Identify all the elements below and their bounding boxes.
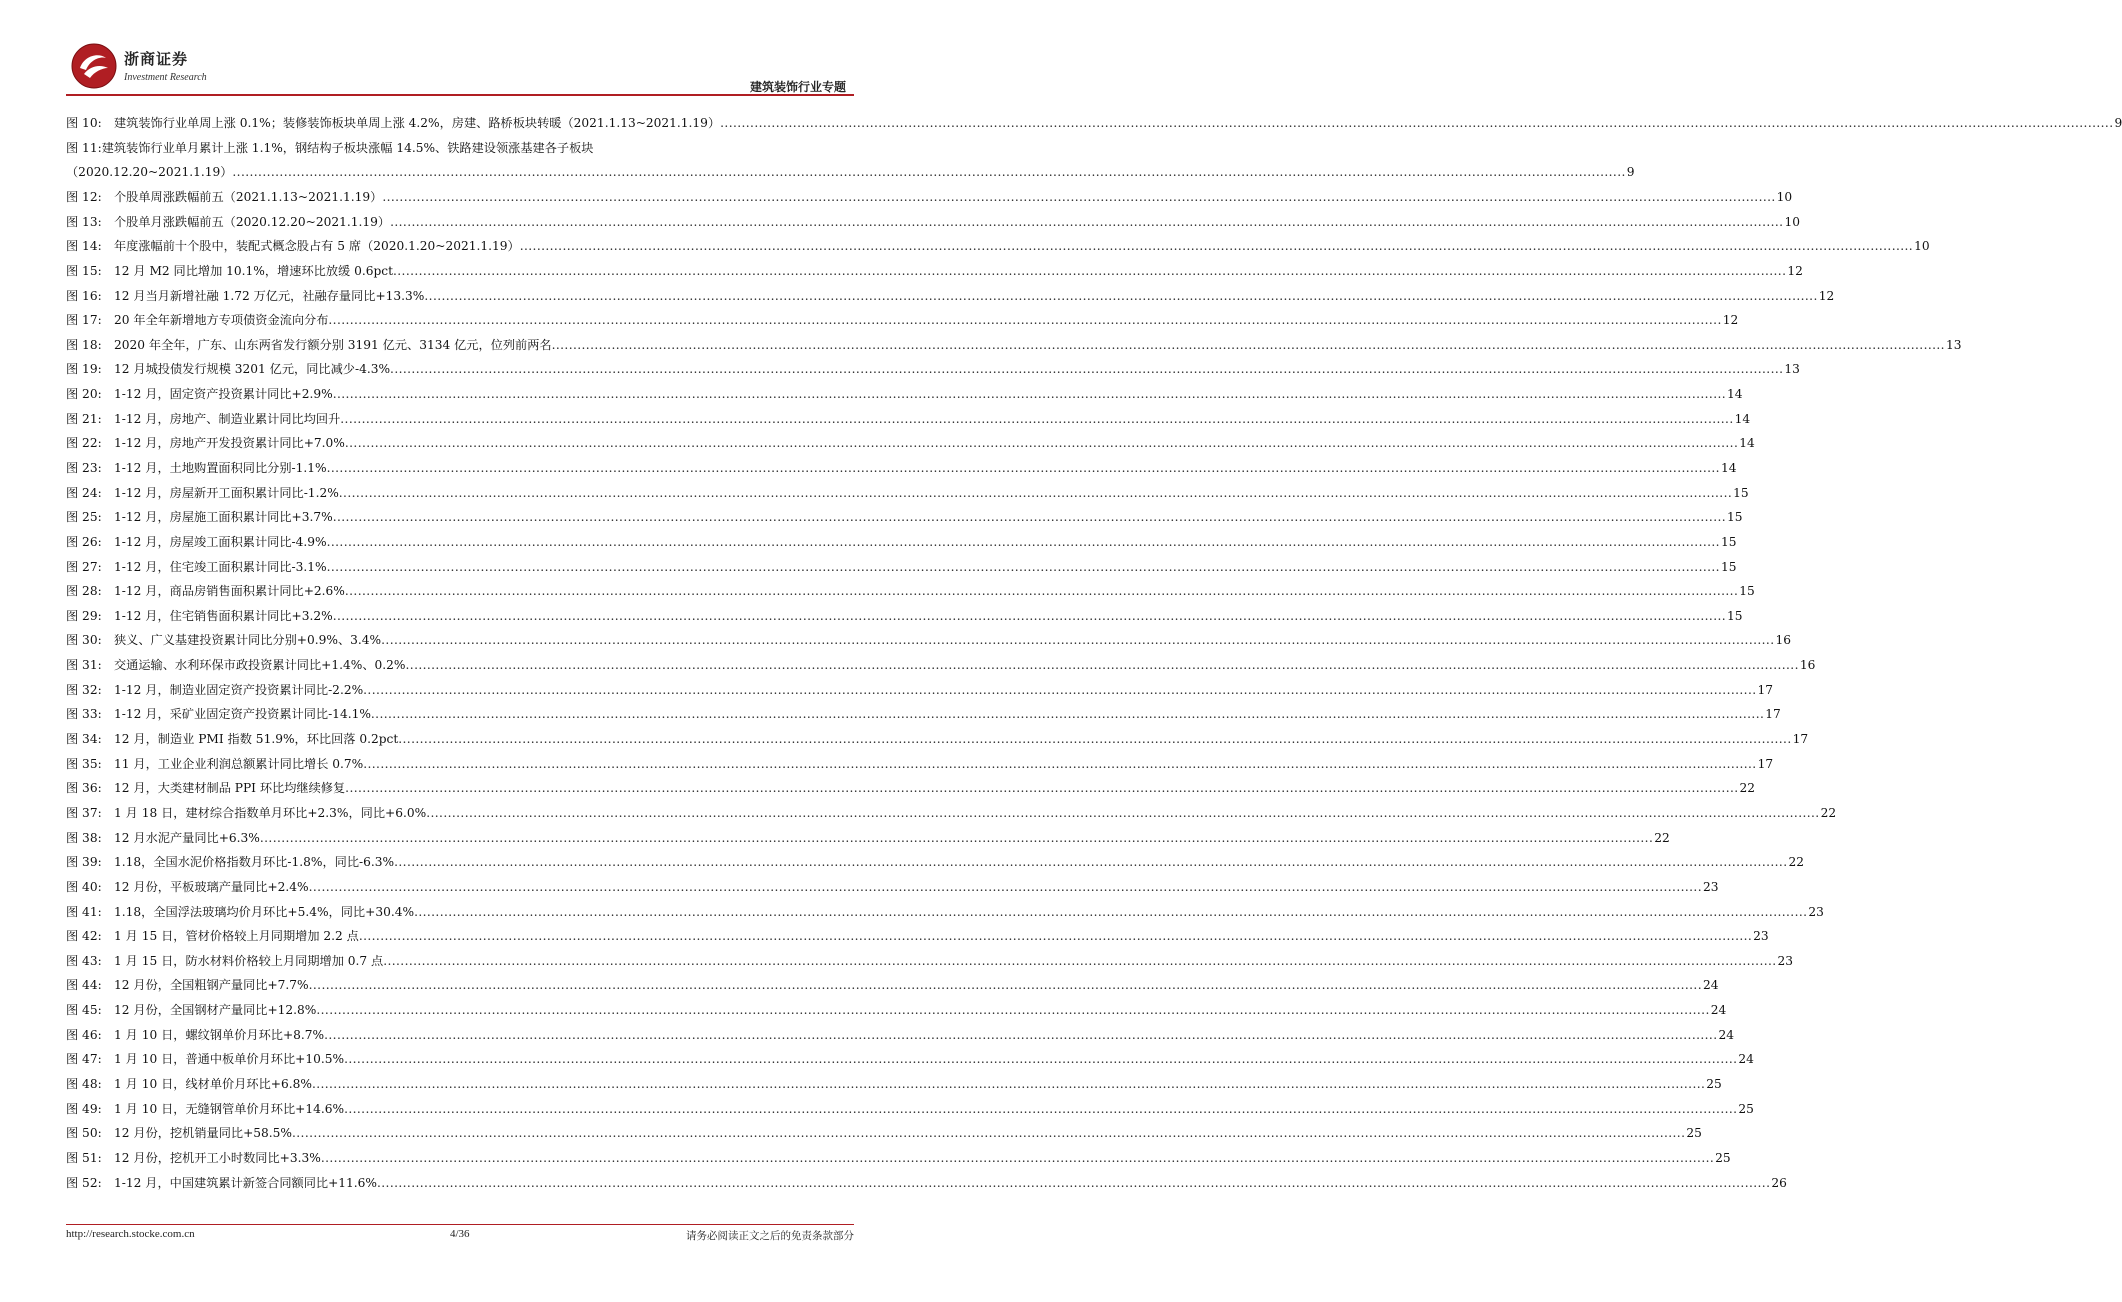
toc-entry[interactable] [66, 210, 1800, 235]
toc-entry[interactable] [66, 579, 1755, 604]
toc-entry-label: 图 12: [66, 189, 102, 204]
toc-entry-title: 1-12 月，采矿业固定资产投资累计同比-14.1% [114, 707, 371, 722]
toc-entry-title: 12 月城投债发行规模 3201 亿元，同比减少-4.3% [114, 362, 391, 377]
toc-entry[interactable] [66, 678, 1774, 703]
toc-entry-leader-dots [345, 776, 1738, 801]
toc-entry-title: 11 月，工业企业利润总额累计同比增长 0.7% [114, 756, 364, 771]
toc-entry-title: 12 月，制造业 PMI 指数 51.9%，环比回落 0.2pct [114, 732, 399, 747]
toc-entry-page: 12 [1818, 288, 1835, 303]
toc-entry-label: 图 19: [66, 362, 102, 377]
toc-entry-leader-dots [260, 826, 1653, 851]
toc-entry-label: 图 41: [66, 904, 102, 919]
toc-entry-title: 1 月 10 日，螺纹钢单价月环比+8.7% [114, 1027, 325, 1042]
toc-entry-title: 12 月当月新增社融 1.72 万亿元，社融存量同比+13.3% [114, 288, 425, 303]
toc-entry-page: 22 [1654, 830, 1670, 845]
toc-entry[interactable] [66, 456, 1737, 481]
toc-entry-leader-dots [333, 604, 1726, 629]
toc-entry-label: 图 50: [66, 1126, 102, 1141]
toc-entry-page: 25 [1686, 1126, 1702, 1141]
toc-entry-title: 12 月份，平板玻璃产量同比+2.4% [114, 879, 309, 894]
toc-entry-page: 14 [1727, 387, 1743, 402]
toc-entry-title: 1 月 18 日，建材综合指数单月环比+2.3%，同比+6.0% [114, 805, 427, 820]
toc-entry-page: 13 [1784, 362, 1800, 377]
toc-entry-leader-dots [333, 505, 1726, 530]
toc-entry-leader-dots [327, 555, 1720, 580]
toc-entry-label: 图 14: [66, 239, 102, 254]
toc-entry-page: 10 [1914, 239, 1930, 254]
toc-entry-title: 1 月 15 日，管材价格较上月同期增加 2.2 点 [114, 929, 359, 944]
toc-entry-leader-dots [328, 308, 1721, 333]
toc-entry[interactable] [66, 752, 1774, 777]
toc-entry-title: 12 月份，全国粗钢产量同比+7.7% [114, 978, 309, 993]
toc-entry-title: 交通运输、水利环保市政投资累计同比+1.4%、0.2% [114, 658, 406, 673]
toc-entry-label: 图 13: [66, 214, 102, 229]
toc-entry-title: 1-12 月，房屋竣工面积累计同比-4.9% [114, 534, 327, 549]
toc-entry-title: 1-12 月，土地购置面积同比分别-1.1% [114, 460, 327, 475]
toc-entry-label: 图 52: [66, 1175, 102, 1190]
toc-entry-title: 1-12 月，中国建筑累计新签合同额同比+11.6% [114, 1175, 377, 1190]
toc-entry-leader-dots [406, 653, 1799, 678]
toc-entry[interactable] [66, 727, 1809, 752]
toc-entry-label: 图 40: [66, 879, 102, 894]
toc-entry[interactable] [66, 801, 1837, 826]
toc-entry-leader-dots [390, 357, 1783, 382]
toc-entry-page: 17 [1757, 682, 1774, 697]
toc-entry-title: 狭义、广义基建投资累计同比分别+0.9%、3.4% [114, 633, 382, 648]
toc-entry-page: 14 [1720, 460, 1737, 475]
toc-entry-page: 9 [1626, 165, 1635, 180]
toc-entry-title: 1.18，全国水泥价格指数月环比-1.8%，同比-6.3% [114, 855, 395, 870]
toc-entry-title: 个股单周涨跌幅前五（2021.1.13~2021.1.19） [114, 189, 383, 204]
toc-entry-leader-dots [333, 382, 1726, 407]
toc-entry-label: 图 20: [66, 387, 102, 402]
toc-entry[interactable] [66, 949, 1794, 974]
toc-entry-page: 24 [1738, 1052, 1754, 1067]
toc-entry-leader-dots [359, 924, 1752, 949]
toc-entry-title: 建筑装饰行业单月累计上涨 1.1%，钢结构子板块涨幅 14.5%、铁路建设领涨基建各子板块 [101, 140, 594, 155]
toc-entry-leader-dots [520, 234, 1913, 259]
toc-entry-leader-dots [381, 628, 1774, 653]
toc-entry-leader-dots [424, 284, 1817, 309]
toc-entry-label: 图 48: [66, 1077, 102, 1091]
toc-entry[interactable] [66, 1072, 1722, 1097]
toc-entry[interactable] [66, 604, 1743, 629]
toc-entry-leader-dots [344, 1097, 1737, 1122]
toc-entry-label: 图 39: [66, 855, 102, 870]
toc-entry[interactable] [66, 826, 1670, 851]
toc-entry-label: 图 51: [66, 1150, 102, 1165]
toc-entry-leader-dots [321, 1146, 1714, 1171]
toc-entry[interactable] [66, 407, 1751, 432]
toc-entry[interactable] [66, 259, 1803, 284]
toc-entry-page: 22 [1788, 855, 1804, 870]
toc-entry-leader-dots [398, 727, 1791, 752]
toc-entry-page: 17 [1765, 707, 1781, 722]
toc-entry-page: 22 [1739, 781, 1756, 796]
brand-name: 浙商证券 [124, 50, 189, 68]
toc-entry-label: 图 44: [66, 978, 102, 993]
toc-entry-leader-dots [232, 160, 1625, 185]
toc-entry-page: 14 [1739, 436, 1755, 451]
toc-entry-leader-dots [390, 210, 1783, 235]
toc-entry-label: 图 38: [66, 830, 102, 845]
toc-entry-label: 图 18: [66, 337, 102, 352]
toc-entry[interactable] [66, 530, 1737, 555]
toc-entry-title: 12 月水泥产量同比+6.3% [114, 830, 260, 845]
toc-entry[interactable] [66, 998, 1727, 1023]
toc-entry-page: 26 [1771, 1175, 1787, 1190]
toc-entry-leader-dots [720, 111, 2113, 136]
toc-entry-label: 图 25: [66, 510, 102, 525]
toc-entry-page: 25 [1738, 1101, 1754, 1116]
toc-entry-leader-dots [393, 259, 1786, 284]
footer-url[interactable]: http://research.stocke.com.cn [66, 1228, 195, 1240]
toc-entry-page: 12 [1722, 313, 1739, 328]
toc-entry[interactable] [66, 1171, 1787, 1196]
toc-entry-title: 12 月份，挖机开工小时数同比+3.3% [114, 1150, 321, 1165]
toc-entry-page: 15 [1727, 608, 1743, 623]
toc-entry-label: 图 21: [66, 411, 102, 426]
toc-entry-leader-dots [324, 1023, 1717, 1048]
toc-entry-page: 22 [1820, 805, 1837, 820]
toc-entry[interactable] [66, 776, 1756, 801]
figure-list [66, 111, 2122, 1195]
toc-entry-label: 图 46: [66, 1027, 102, 1042]
toc-entry[interactable] [66, 382, 1743, 407]
toc-entry[interactable] [66, 111, 2122, 136]
toc-entry-label: 图 36: [66, 781, 102, 796]
toc-entry-page: 15 [1727, 510, 1743, 525]
toc-entry-title: 1-12 月，商品房销售面积累计同比+2.6% [114, 584, 345, 599]
toc-entry[interactable] [66, 185, 1793, 210]
toc-entry-label: 图 10: [66, 116, 102, 130]
toc-entry-label: 图 15: [66, 263, 102, 278]
brand-subtitle: Investment Research [124, 72, 207, 83]
toc-entry-page: 16 [1799, 658, 1816, 673]
header-divider [66, 94, 854, 96]
toc-entry-label: 图 43: [66, 953, 102, 968]
toc-entry-label: 图 47: [66, 1052, 102, 1067]
toc-entry-leader-dots [426, 801, 1819, 826]
toc-entry-title: 1-12 月，房屋新开工面积累计同比-1.2% [114, 485, 339, 500]
toc-entry-title: 建筑装饰行业单周上涨 0.1%；装修装饰板块单周上涨 4.2%，房建、路桥板块转暖（2021.1.13~2021.1.19） [114, 116, 721, 130]
toc-entry[interactable] [66, 850, 1804, 875]
toc-entry-label: 图 33: [66, 707, 102, 722]
toc-entry-title: 12 月份，挖机销量同比+58.5% [114, 1126, 292, 1141]
toc-entry-label: 图 37: [66, 805, 102, 820]
toc-entry[interactable] [66, 1097, 1754, 1122]
toc-entry[interactable] [66, 357, 1800, 382]
toc-entry[interactable] [66, 1146, 1731, 1171]
toc-entry-page: 24 [1710, 1003, 1727, 1018]
toc-entry-label: 图 32: [66, 682, 102, 697]
toc-entry-leader-dots [383, 949, 1776, 974]
toc-entry-leader-dots [309, 973, 1702, 998]
toc-entry[interactable] [66, 481, 1749, 506]
toc-entry-page: 10 [1784, 214, 1800, 229]
toc-entry-label: 图 34: [66, 732, 102, 747]
page-number: 4/36 [450, 1228, 470, 1240]
toc-entry-label: 图 22: [66, 436, 102, 451]
toc-entry-label: 图 23: [66, 460, 102, 475]
toc-entry-page: 9 [2114, 116, 2122, 130]
toc-entry-label: 图 27: [66, 559, 102, 574]
toc-entry-leader-dots [363, 678, 1756, 703]
toc-entry-leader-dots [552, 333, 1945, 358]
toc-entry-page: 23 [1753, 929, 1769, 944]
toc-entry-label: 图 42: [66, 929, 102, 944]
toc-entry[interactable] [66, 308, 1739, 333]
toc-entry-label: 图 24: [66, 485, 102, 500]
toc-entry-label: 图 26: [66, 534, 102, 549]
toc-entry-label: 图 16: [66, 288, 102, 303]
toc-entry-page: 23 [1777, 953, 1794, 968]
toc-entry-leader-dots [327, 530, 1720, 555]
toc-entry[interactable] [66, 653, 1816, 678]
toc-entry-leader-dots [345, 431, 1738, 456]
toc-entry-page: 15 [1720, 559, 1737, 574]
toc-entry-title: 1-12 月，制造业固定资产投资累计同比-2.2% [114, 682, 364, 697]
toc-entry-leader-dots [339, 481, 1732, 506]
toc-entry-page: 15 [1720, 534, 1737, 549]
toc-entry-title: 20 年全年新增地方专项债资金流向分布 [114, 313, 329, 328]
toc-entry-title: 2020 年全年，广东、山东两省发行额分别 3191 亿元、3134 亿元，位列前两名 [114, 337, 552, 352]
toc-entry[interactable] [66, 1121, 1702, 1146]
toc-entry-title: 1 月 10 日，无缝钢管单价月环比+14.6% [114, 1101, 345, 1116]
toc-entry[interactable] [66, 702, 1781, 727]
toc-entry[interactable] [66, 431, 1755, 456]
toc-entry-title: 1-12 月，房地产开发投资累计同比+7.0% [114, 436, 345, 451]
toc-entry-page: 13 [1945, 337, 1962, 352]
disclaimer-note: 请务必阅读正文之后的免责条款部分 [686, 1230, 854, 1242]
toc-entry[interactable] [66, 900, 1824, 925]
toc-entry[interactable] [66, 136, 1635, 185]
toc-entry-title: 1-12 月，房地产、制造业累计同比均回升 [114, 411, 341, 426]
toc-entry[interactable] [66, 555, 1737, 580]
toc-entry-page: 24 [1718, 1027, 1734, 1042]
toc-entry-page: 10 [1776, 189, 1793, 204]
toc-entry-title: 1-12 月，固定资产投资累计同比+2.9% [114, 387, 333, 402]
toc-entry-leader-dots [414, 900, 1807, 925]
toc-entry[interactable] [66, 333, 1962, 358]
footer-divider [66, 1224, 854, 1225]
toc-entry-page: 17 [1792, 732, 1809, 747]
toc-entry-title: 12 月，大类建材制品 PPI 环比均继续修复 [114, 781, 346, 796]
toc-entry-leader-dots [340, 407, 1733, 432]
toc-entry-title: 1.18，全国浮法玻璃均价月环比+5.4%，同比+30.4% [114, 904, 415, 919]
toc-entry-title: 12 月 M2 同比增加 10.1%，增速环比放缓 0.6pct [114, 263, 393, 278]
toc-entry[interactable] [66, 234, 1930, 259]
toc-entry-leader-dots [371, 702, 1764, 727]
toc-entry-title: 年度涨幅前十个股中，装配式概念股占有 5 席（2020.1.20~2021.1.19） [114, 239, 520, 254]
toc-entry-label: 图 35: [66, 756, 102, 771]
toc-entry-title: 1 月 10 日，线材单价月环比+6.8% [114, 1077, 312, 1091]
toc-entry-title: 12 月份，全国钢材产量同比+12.8% [114, 1003, 317, 1018]
toc-entry-leader-dots [394, 850, 1787, 875]
toc-entry-leader-dots [345, 579, 1738, 604]
toc-entry[interactable] [66, 628, 1791, 653]
toc-entry-page: 15 [1733, 485, 1749, 500]
toc-entry-title-continued: （2020.12.20~2021.1.19） [66, 165, 233, 180]
toc-entry-leader-dots [382, 185, 1775, 210]
toc-entry-page: 16 [1775, 633, 1791, 648]
toc-entry-label: 图 49: [66, 1101, 102, 1116]
toc-entry-title: 1 月 15 日，防水材料价格较上月同期增加 0.7 点 [114, 953, 384, 968]
toc-entry-title: 1-12 月，住宅竣工面积累计同比-3.1% [114, 559, 327, 574]
toc-entry-label: 图 30: [66, 633, 102, 648]
toc-entry-label: 图 31: [66, 658, 102, 673]
page-header [66, 40, 854, 98]
toc-entry-page: 15 [1739, 584, 1755, 599]
toc-entry-leader-dots [377, 1171, 1770, 1196]
toc-entry-page: 25 [1715, 1150, 1731, 1165]
toc-entry-label: 图 28: [66, 584, 102, 599]
toc-entry[interactable] [66, 1047, 1754, 1072]
toc-entry-page: 23 [1702, 879, 1719, 894]
toc-entry-page: 14 [1734, 411, 1751, 426]
toc-entry-leader-dots [309, 875, 1702, 900]
toc-entry-title: 个股单月涨跌幅前五（2020.12.20~2021.1.19） [114, 214, 391, 229]
toc-entry-title: 1-12 月，房屋施工面积累计同比+3.7% [114, 510, 333, 525]
toc-entry-label: 图 17: [66, 313, 102, 328]
report-title: 建筑装饰行业专题 [749, 80, 846, 94]
toc-entry-leader-dots [327, 456, 1720, 481]
toc-entry[interactable] [66, 924, 1769, 949]
toc-entry-page: 17 [1757, 756, 1774, 771]
toc-entry[interactable] [66, 973, 1719, 998]
toc-entry-page: 25 [1706, 1077, 1722, 1091]
page-footer [66, 1228, 854, 1246]
toc-entry[interactable] [66, 875, 1719, 900]
toc-entry-page: 24 [1702, 978, 1719, 993]
toc-entry-label: 图 29: [66, 608, 102, 623]
toc-entry-leader-dots [292, 1121, 1685, 1146]
toc-entry-page: 23 [1808, 904, 1824, 919]
toc-entry-leader-dots [312, 1072, 1705, 1097]
toc-entry[interactable] [66, 1023, 1734, 1048]
toc-entry-leader-dots [316, 998, 1709, 1023]
toc-entry-leader-dots [363, 752, 1756, 777]
toc-entry[interactable] [66, 505, 1743, 530]
toc-entry-leader-dots [344, 1047, 1737, 1072]
toc-entry-title: 1-12 月，住宅销售面积累计同比+3.2% [114, 608, 333, 623]
toc-entry-label: 图 11: [66, 140, 102, 155]
toc-entry-page: 12 [1787, 263, 1803, 278]
toc-entry-label: 图 45: [66, 1003, 102, 1018]
company-logo-icon [70, 42, 118, 90]
toc-entry-title: 1 月 10 日，普通中板单价月环比+10.5% [114, 1052, 345, 1067]
toc-entry[interactable] [66, 284, 1835, 309]
